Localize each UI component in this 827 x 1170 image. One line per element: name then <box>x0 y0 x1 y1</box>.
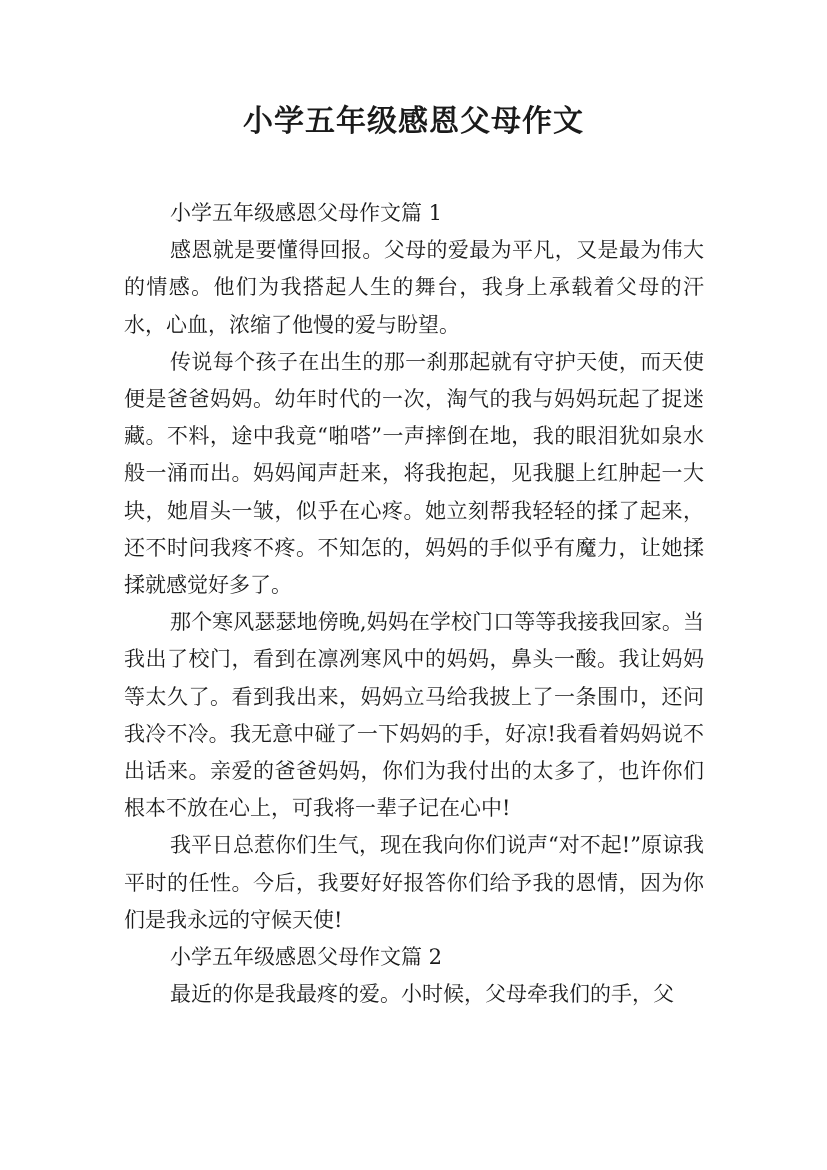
page-title: 小学五年级感恩父母作文 <box>243 104 584 139</box>
paragraph: 我平日总惹你们生气，现在我向你们说声“对不起!”原谅我平时的任性。今后，我要好好报答你们给予我的恩情，因为你们是我永远的守候天使! <box>124 833 704 932</box>
paragraph: 最近的你是我最疼的爱。小时候，父母牵我们的手，父 <box>170 982 674 1007</box>
section-heading-2: 小学五年级感恩父母作文篇 2 <box>170 945 443 970</box>
document-body <box>124 195 704 1013</box>
section-heading-1: 小学五年级感恩父母作文篇 1 <box>170 201 443 225</box>
paragraph: 传说每个孩子在出生的那一刹那起就有守护天使，而天使便是爸爸妈妈。幼年时代的一次，淘气的我与妈妈玩起了捉迷藏。不料，途中我竟“啪嗒”一声摔倒在地，我的眼泪犹如泉水般一涌而出。妈妈闻声赶来，将我抱起，见我腿上红肿起一大块，她眉头一皱，似乎在心疼。她立刻帮我轻轻的揉了起来，还不时问我疼不疼。不知怎的，妈妈的手似乎有魔力，让她揉揉就感觉好多了。 <box>124 349 704 598</box>
paragraph: 感恩就是要懂得回报。父母的爱最为平凡，又是最为伟大的情感。他们为我搭起人生的舞台，我身上承载着父母的汗水，心血，浓缩了他慢的爱与盼望。 <box>124 238 704 337</box>
paragraph: 那个寒风瑟瑟地傍晚,妈妈在学校门口等等我接我回家。当我出了校门，看到在凛冽寒风中的妈妈，鼻头一酸。我让妈妈等太久了。看到我出来，妈妈立马给我披上了一条围巾，还问我冷不冷。我无意中碰了一下妈妈的手，好凉!我看着妈妈说不出话来。亲爱的爸爸妈妈，你们为我付出的太多了，也许你们根本不放在心上，可我将一辈子记在心中! <box>124 610 704 821</box>
